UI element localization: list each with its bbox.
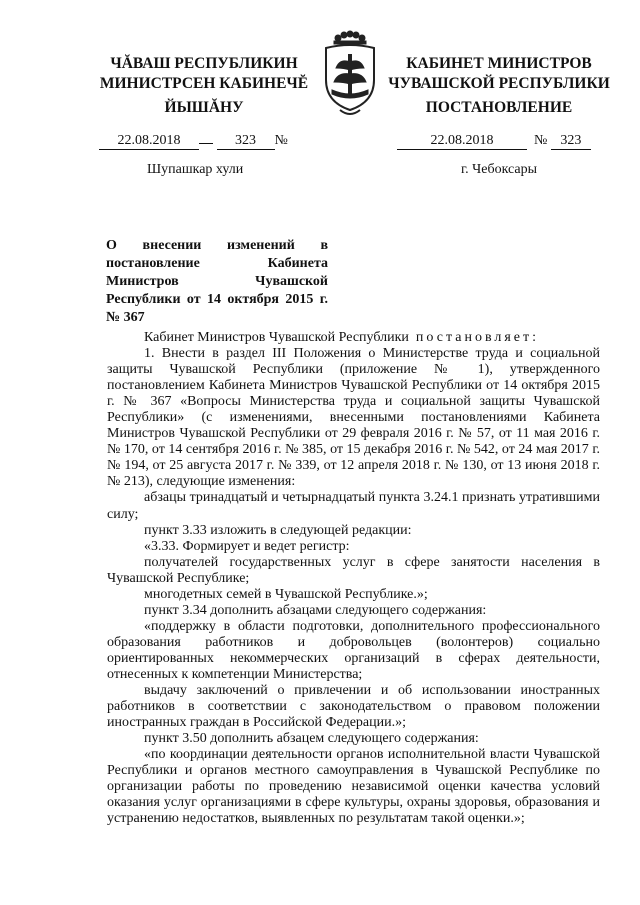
intro-verb: постановляет: [415, 330, 540, 345]
body-paragraph: пункт 3.34 дополнить абзацами следующего содержания: [144, 602, 487, 618]
registration-right [397, 133, 591, 149]
number-right: 323 [551, 133, 591, 150]
header-right-title [388, 54, 610, 94]
header-right-line1: КАБИНЕТ МИНИСТРОВ [406, 55, 592, 72]
coat-of-arms-icon [316, 30, 384, 120]
registration-left [99, 133, 288, 149]
intro-paragraph [107, 330, 600, 346]
header-left-line2: МИНИСТРСЕН КАБИНЕЧĔ [99, 75, 309, 92]
body-paragraph: 1. Внести в раздел III Положения о Министерстве труда и социальной защиты Чувашской Республики (приложение № 1), утвержденного постановлением Кабинета Министров Чувашской Республики от 14 октября 2015 г. № 367 «Вопросы Министерства труда и социальной защиты Чувашской Республики» (с изменениями, внесенными постановлениями Кабинета Министров Чувашской Республики от 29 февраля 2016 г. № 57, от 11 мая 2016 г. № 170, от 14 сентября 2016 г. № 385, от 15 декабря 2016 г. № 542, от 24 мая 2017 г. № 194, от 25 августа 2017 г. № 339, от 12 апреля 2018 г. № 130, от 13 июня 2018 г. № 213), следующие изменения: [107, 346, 600, 490]
body-paragraph: многодетных семей в Чувашской Республике.»; [144, 586, 428, 602]
body-paragraph: «поддержку в области подготовки, дополнительного профессионального образования работников и добровольцев (волонтеров) социально ориентированных некоммерческих организаций в сферах деятельности, отнесенных к компетенции Министерства; [107, 618, 600, 682]
date-left: 22.08.2018 [99, 133, 199, 150]
header-left-title [98, 54, 310, 94]
document-subject: О внесении изменений в постановление Кабинета Министров Чувашской Республики от 14 октября 2015 г. № 367 [106, 238, 328, 325]
intro-prefix: Кабинет Министров Чувашской Республики [144, 330, 409, 345]
city-left: Шупашкар хули [147, 162, 244, 177]
number-sign-right: № [534, 133, 548, 148]
body-paragraph: «по координации деятельности органов исполнительной власти Чувашской Республики и органов местного самоуправления в Чувашской Республике по организации работы по проведению независимой оценки качества условий оказания услуг организациями в сфере культуры, охраны здоровья, образования и устранению недостатков, выявленных по результатам такой оценки.»; [107, 747, 600, 827]
header-left-line1: ЧĂВАШ РЕСПУБЛИКИН [110, 55, 298, 72]
city-right: г. Чебоксары [461, 162, 538, 177]
date-right: 22.08.2018 [397, 133, 527, 150]
header-right-line2: ЧУВАШСКОЙ РЕСПУБЛИКИ [388, 75, 610, 92]
body-paragraph: «3.33. Формирует и ведет регистр: [144, 538, 350, 554]
number-sign-left: № [274, 133, 288, 148]
body-paragraph: пункт 3.33 изложить в следующей редакции: [144, 522, 412, 538]
number-left: 323 [217, 133, 275, 150]
body-paragraph: абзацы тринадцатый и четырнадцатый пункта 3.24.1 признать утратившими силу; [107, 490, 600, 522]
body-paragraph: пункт 3.50 дополнить абзацем следующего содержания: [144, 731, 479, 747]
header-right-doc-type: ПОСТАНОВЛЕНИЕ [425, 99, 573, 116]
body-paragraph: получателей государственных услуг в сфере занятости населения в Чувашской Республике; [107, 554, 600, 586]
body-paragraph: выдачу заключений о привлечении и об использовании иностранных работников в соответствии с законодательством о правовом положении иностранных граждан в Российской Федерации.»; [107, 683, 600, 731]
header-left-doc-type: ЙЫШĂНУ [164, 99, 244, 116]
document-body [107, 330, 600, 827]
